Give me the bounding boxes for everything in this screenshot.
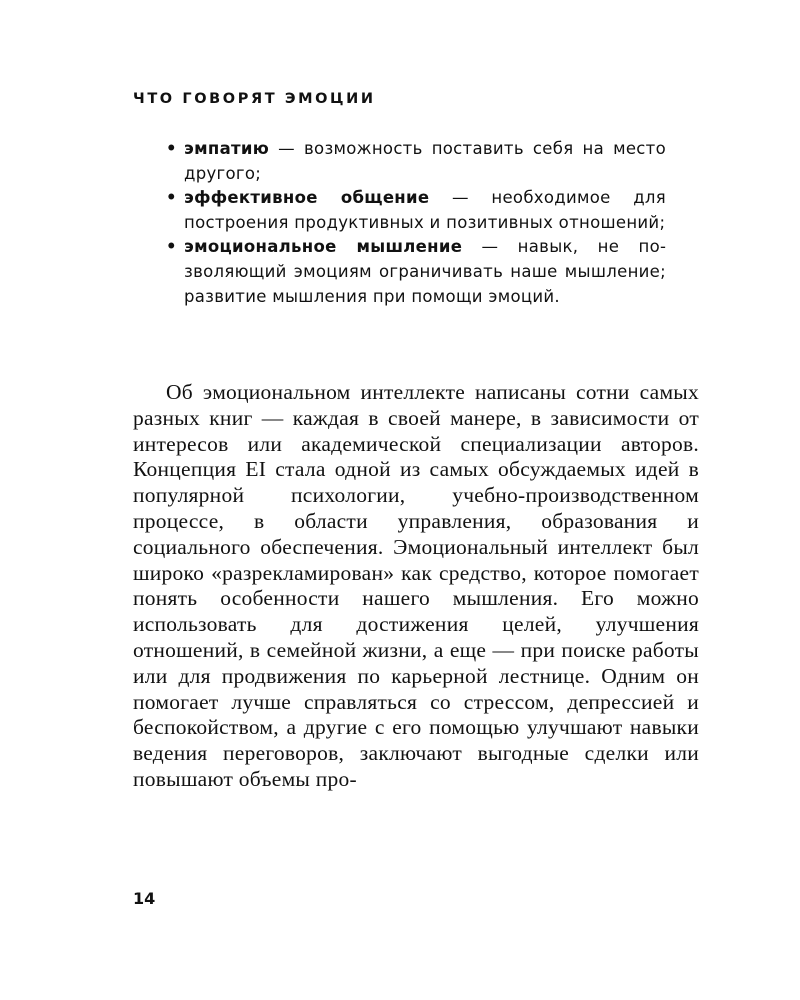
running-head: ЧТО ГОВОРЯТ ЭМОЦИИ <box>133 91 376 107</box>
bullet-text: — навык, не позволяющий эмоциям ограничивать наше мышление; развитие мышления при помощи эмоций. <box>184 237 666 306</box>
bullet-term: эмоциональное мышление <box>184 237 463 257</box>
bullet-list <box>166 137 666 309</box>
bullet-term: эффективное общение <box>184 188 430 208</box>
bullet-term: эмпатию <box>184 139 270 158</box>
bullet-marker: • <box>166 237 177 257</box>
list-item <box>166 186 666 235</box>
list-item <box>166 235 666 309</box>
bullet-text: — возможность поставить себя на место другого; <box>184 139 666 183</box>
bullet-marker: • <box>166 139 177 158</box>
page-number: 14 <box>133 889 156 908</box>
list-item <box>166 137 666 186</box>
bullet-marker: • <box>166 188 177 208</box>
body-paragraph: Об эмоциональном интеллекте написаны сотни самых разных книг — каждая в своей манере, в зависимости от интересов или академической специализации авторов. Концепция EI стала одной из самых обсуждаемых идей в популярной психологии, учебно-производственном процессе, в области управления, образования и социального обеспечения. Эмоциональный интеллект был широко «разрекламирован» как средство, которое помогает понять особенности нашего мышления. Его можно использовать для достижения целей, улучшения отношений, в семейной жизни, а еще — при поиске работы или для продвижения по карьерной лестнице. Одним он помогает лучше справляться со стрессом, депрессией и беспокойством, а другие с его помощью улучшают навыки ведения переговоров, заключают выгодные сделки или повышают объемы про- <box>133 380 699 791</box>
bullet-text: — необходимое для построения продуктивных и позитивных отношений; <box>184 188 666 232</box>
